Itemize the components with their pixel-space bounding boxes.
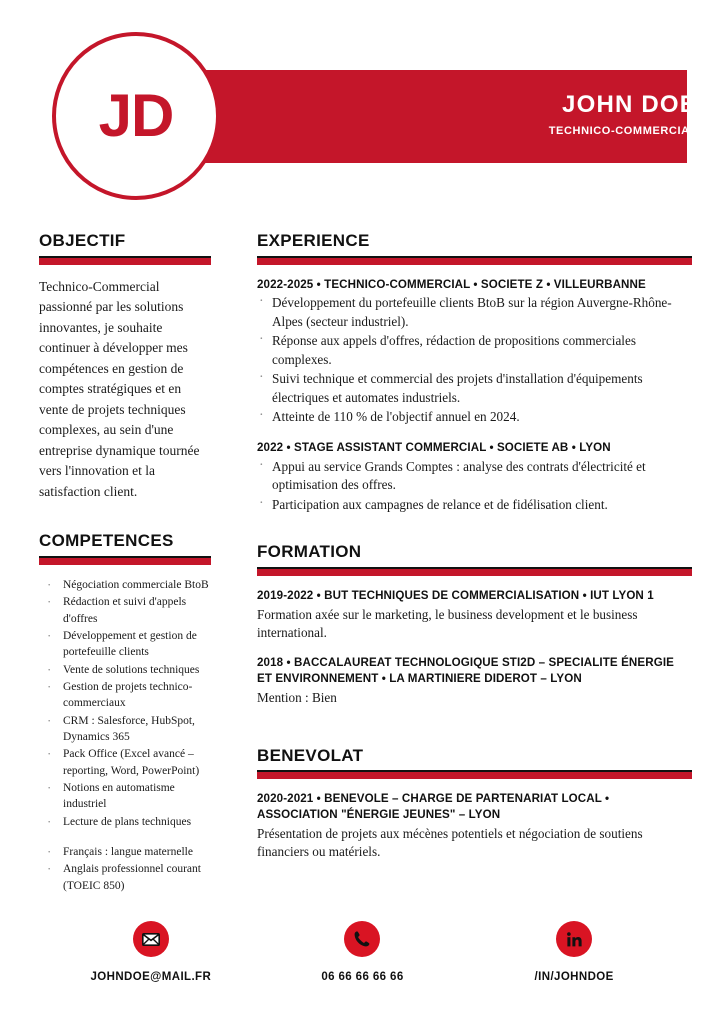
contact-label: 06 66 66 66 66 — [321, 971, 404, 983]
entry-heading: 2018 • BACCALAUREAT TECHNOLOGIQUE STI2D – SPECIALITE ÉNERGIE ET ENVIRONNEMENT • LA MARTINIERE DIDEROT – LYON — [257, 656, 674, 686]
section-benevolat — [257, 747, 692, 862]
section-accent-bar — [39, 558, 211, 565]
list-item: · Lecture de plans techniques — [39, 814, 211, 830]
spacer — [39, 831, 211, 844]
envelope-icon — [133, 921, 169, 957]
list-item: · Réponse aux appels d'offres, rédaction de propositions commerciales complexes. — [257, 332, 692, 369]
list-item: · Négociation commerciale BtoB — [39, 577, 211, 593]
candidate-role: TECHNICO-COMMERCIAL — [548, 125, 697, 138]
section-title-experience: EXPERIENCE — [257, 231, 370, 250]
experience-entry — [257, 440, 692, 514]
section-experience — [257, 232, 692, 514]
list-item: · Notions en automatisme industriel — [39, 780, 211, 813]
right-column — [225, 232, 725, 898]
section-accent-bar — [257, 772, 692, 779]
list-item: · Vente de solutions techniques — [39, 662, 211, 678]
spacer — [257, 721, 692, 747]
list-item: · Rédaction et suivi d'appels d'offres — [39, 594, 211, 627]
list-item: · Anglais professionnel courant (TOEIC 850) — [39, 861, 211, 894]
list-item: · Appui au service Grands Comptes : analyse des contrats d'électricité et optimisation des offres. — [257, 458, 692, 495]
monogram-avatar — [52, 32, 220, 200]
entry-heading: 2020-2021 • BENEVOLE – CHARGE DE PARTENARIAT LOCAL • ASSOCIATION "ÉNERGIE JEUNES" – LYON — [257, 792, 610, 821]
list-item: · Suivi technique et commercial des projets d'installation d'équipements électriques et automates industriels. — [257, 370, 692, 407]
section-accent-bar — [257, 258, 692, 265]
entry-heading: 2019-2022 • BUT TECHNIQUES DE COMMERCIALISATION • IUT LYON 1 — [257, 588, 654, 602]
contact-phone[interactable] — [262, 921, 462, 983]
list-item: · Développement et gestion de portefeuille clients — [39, 628, 211, 661]
section-title-objectif: OBJECTIF — [39, 231, 126, 250]
list-item: · Atteinte de 110 % de l'objectif annuel en 2024. — [257, 408, 692, 426]
phone-icon — [344, 921, 380, 957]
objective-text: Technico-Commercial passionné par les solutions innovantes, je souhaite continuer à développer mes compétences en gestion de comptes stratégiques et en vente de projets techniques complexes, au sein d'une entreprise dynamique tournée vers l'innovation et la satisfaction client. — [39, 278, 200, 499]
list-item: · Développement du portefeuille clients BtoB sur la région Auvergne-Rhône-Alpes (secteur industriel). — [257, 294, 692, 331]
section-title-competences: COMPETENCES — [39, 531, 174, 551]
section-formation — [257, 543, 692, 707]
entry-heading: 2022 • STAGE ASSISTANT COMMERCIAL • SOCIETE AB • LYON — [257, 440, 611, 454]
spacer — [257, 527, 692, 543]
section-title-benevolat: BENEVOLAT — [257, 745, 364, 765]
education-entry — [257, 588, 692, 643]
entry-description: Formation axée sur le marketing, le business development et le business international. — [257, 606, 638, 640]
entry-heading: 2022-2025 • TECHNICO-COMMERCIAL • SOCIETE Z • VILLEURBANNE — [257, 277, 646, 291]
spacer — [39, 506, 211, 532]
education-entry — [257, 655, 692, 707]
left-column — [0, 232, 225, 898]
list-item: · Participation aux campagnes de relance et de fidélisation client. — [257, 496, 692, 514]
list-item: · Français : langue maternelle — [39, 844, 211, 860]
entry-description: Présentation de projets aux mécènes potentiels et négociation de soutiens financiers ou matériels. — [257, 825, 643, 860]
monogram-initials: JD — [98, 82, 174, 149]
section-title-formation: FORMATION — [257, 542, 362, 562]
resume-header — [0, 0, 725, 205]
entry-description: Mention : Bien — [257, 690, 337, 706]
header-identity — [549, 92, 697, 137]
section-accent-bar — [39, 258, 211, 265]
volunteering-entry — [257, 791, 692, 862]
candidate-name: JOHN DOE — [562, 91, 697, 118]
resume-body — [0, 232, 725, 898]
list-item: · Gestion de projets technico-commerciaux — [39, 679, 211, 712]
entry-bullets — [257, 294, 692, 426]
list-item: · CRM : Salesforce, HubSpot, Dynamics 365 — [39, 713, 211, 746]
languages-list — [39, 844, 211, 894]
entry-bullets — [257, 458, 692, 514]
contact-footer — [0, 921, 725, 983]
contact-label: JOHNDOE@MAIL.FR — [90, 971, 212, 983]
list-item: · Pack Office (Excel avancé – reporting, Word, PowerPoint) — [39, 746, 211, 779]
section-competences — [39, 532, 211, 894]
contact-email[interactable] — [51, 921, 251, 983]
linkedin-icon — [556, 921, 592, 957]
contact-label: /IN/JOHNDOE — [534, 971, 614, 983]
skills-list — [39, 577, 211, 830]
section-accent-bar — [257, 569, 692, 576]
experience-entry — [257, 277, 692, 427]
section-objectif — [39, 232, 211, 502]
contact-linkedin[interactable] — [474, 921, 674, 983]
